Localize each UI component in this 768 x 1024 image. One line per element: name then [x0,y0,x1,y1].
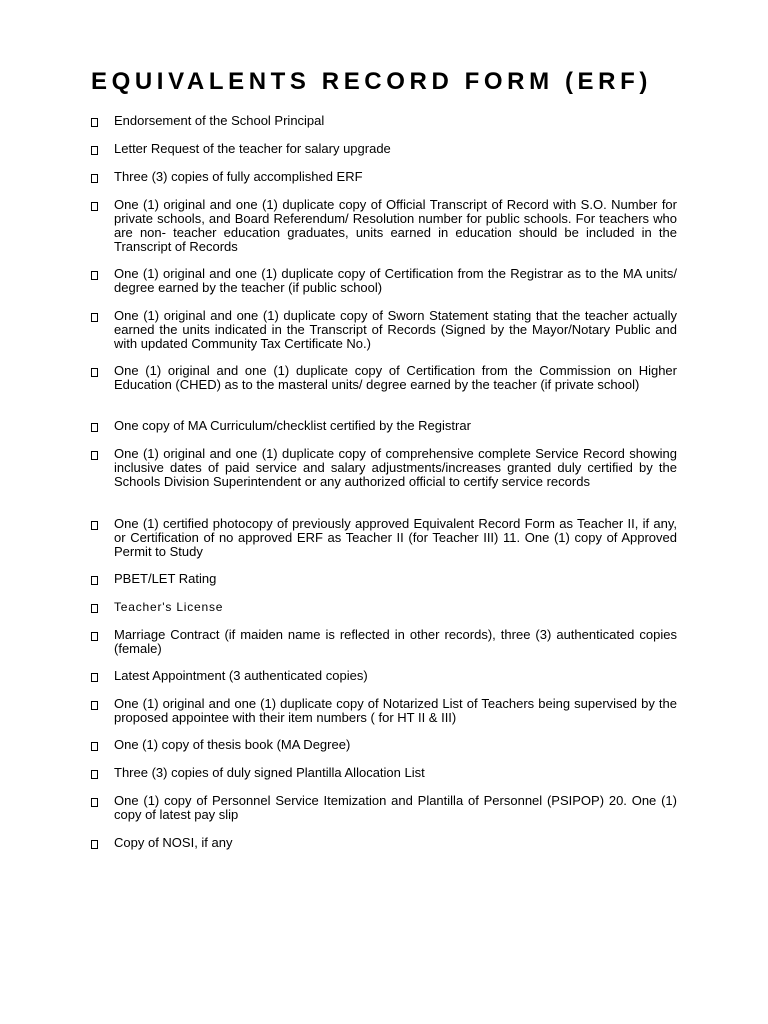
checkbox-icon [91,174,98,183]
checkbox-icon [91,451,98,460]
checkbox-icon [91,313,98,322]
list-item [90,600,677,614]
list-item [90,309,677,351]
checkbox-icon [91,271,98,280]
list-item [90,794,677,822]
list-item-text: Endorsement of the School Principal [114,113,325,128]
list-item-text: Teacher's License [114,600,224,614]
list-item [90,198,677,254]
list-item-text: One (1) original and one (1) duplicate copy of Certification from the Commission on Higher Education (CHED) as to the masteral units/ degree earned by the teacher (if private school) [114,363,677,392]
list-item [90,267,677,295]
checkbox-icon [91,798,98,807]
list-item [90,697,677,725]
list-item-text: Copy of NOSI, if any [114,835,233,850]
checkbox-icon [91,840,98,849]
checkbox-icon [91,423,98,432]
list-item [90,517,677,559]
list-item [90,114,677,128]
list-item-text: Three (3) copies of duly signed Plantilla Allocation List [114,765,425,780]
list-item [90,364,677,392]
list-item [90,836,677,850]
checkbox-icon [91,632,98,641]
list-item [90,628,677,656]
list-item-text: One (1) original and one (1) duplicate copy of Sworn Statement stating that the teacher actually earned the units indicated in the Transcript of Records (Signed by the Mayor/Notary Public and with updated Community Tax Certificate No.) [114,308,677,351]
list-item [90,766,677,780]
list-item [90,142,677,156]
list-item-text: One (1) original and one (1) duplicate copy of Certification from the Registrar as to the MA units/ degree earned by the teacher (if public school) [114,266,677,295]
checkbox-icon [91,604,98,613]
list-item [90,419,677,433]
list-item [90,572,677,586]
checkbox-icon [91,576,98,585]
checkbox-icon [91,118,98,127]
checkbox-icon [91,770,98,779]
list-item-text: Marriage Contract (if maiden name is reflected in other records), three (3) authenticated copies (female) [114,627,677,656]
checkbox-icon [91,521,98,530]
list-item-text: One (1) certified photocopy of previously approved Equivalent Record Form as Teacher II, if any, or Certification of no approved ERF as Teacher II (for Teacher III) 11. One (1) copy of Approved Permit to Study [114,516,677,559]
list-item [90,669,677,683]
checkbox-icon [91,701,98,710]
list-item-text: One (1) original and one (1) duplicate copy of Official Transcript of Record with S.O. Number for private schools, and Board Referendum/ Resolution number for public schools. For teachers who are non- teacher education graduates, units earned in education should be included in the Transcript of Records [114,197,677,254]
list-item [90,447,677,489]
list-item-text: Three (3) copies of fully accomplished ERF [114,169,363,184]
checkbox-icon [91,673,98,682]
list-item-text: One copy of MA Curriculum/checklist certified by the Registrar [114,418,471,433]
list-item-text: One (1) original and one (1) duplicate copy of comprehensive complete Service Record showing inclusive dates of paid service and salary adjustments/increases granted duly certified by the Schools Division Superintendent or any authorized official to certify service records [114,446,677,489]
list-item-text: Letter Request of the teacher for salary upgrade [114,141,391,156]
checkbox-icon [91,146,98,155]
list-item-text: One (1) copy of Personnel Service Itemization and Plantilla of Personnel (PSIPOP) 20. One (1) copy of latest pay slip [114,793,677,822]
document-title: EQUIVALENTS RECORD FORM (ERF) [91,68,652,95]
list-item [90,170,677,184]
list-item-text: One (1) copy of thesis book (MA Degree) [114,737,351,752]
list-item-text: Latest Appointment (3 authenticated copies) [114,668,368,683]
list-item-text: One (1) original and one (1) duplicate copy of Notarized List of Teachers being supervised by the proposed appointee with their item numbers ( for HT II & III) [114,696,677,725]
list-item-text: PBET/LET Rating [114,571,217,586]
checkbox-icon [91,368,98,377]
list-item [90,738,677,752]
checkbox-icon [91,202,98,211]
checkbox-icon [91,742,98,751]
